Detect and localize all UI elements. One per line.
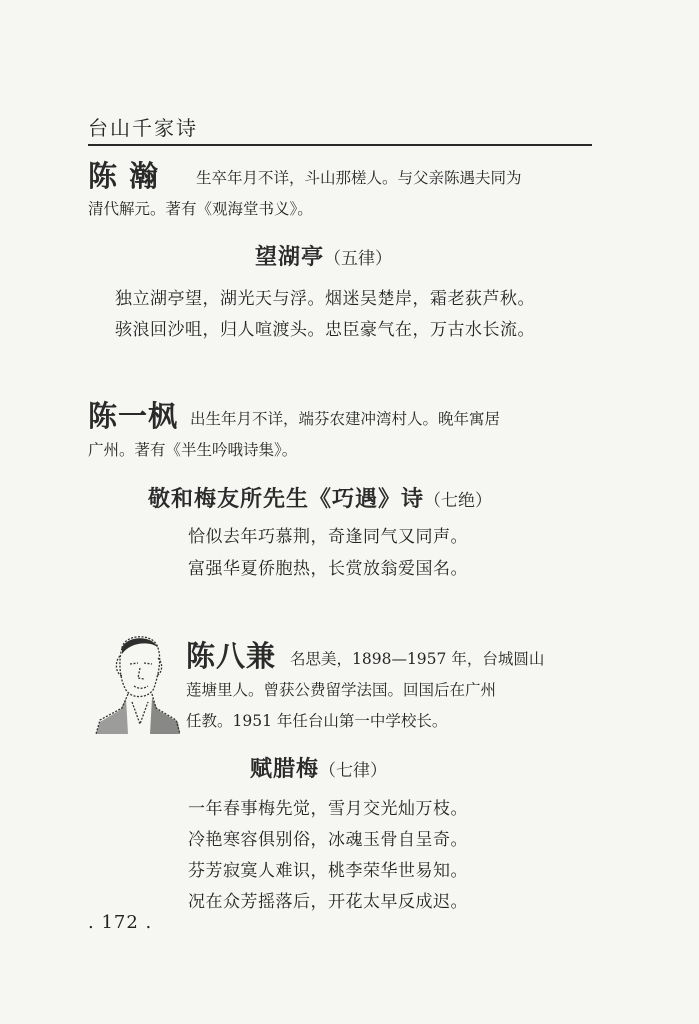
bio-line: 任教。1951 年任台山第一中学校长。 bbox=[186, 712, 448, 730]
bio-line: 生卒年月不详，斗山那槎人。与父亲陈遇夫同为 bbox=[196, 169, 522, 187]
running-head: 台山千家诗 bbox=[88, 116, 198, 140]
poem-line: 骇浪回沙咀，归人喧渡头。忠臣豪气在，万古水长流。 bbox=[115, 320, 535, 340]
bio-line: 名思美，1898—1957 年，台城圆山 bbox=[290, 650, 545, 668]
poem-line: 冷艳寒容俱别俗，冰魂玉骨自呈奇。 bbox=[188, 830, 468, 850]
bio-line: 莲塘里人。曾获公费留学法国。回国后在广州 bbox=[186, 681, 497, 699]
poet-name-chen-yifeng: 陈一枫 bbox=[88, 399, 179, 433]
poet-name-chen-han: 陈 瀚 bbox=[88, 159, 160, 193]
poem-title-fulamei bbox=[250, 752, 387, 783]
poem-form: （七绝） bbox=[424, 491, 493, 511]
page-number: . 172 . bbox=[88, 912, 153, 933]
poem-title-text: 赋腊梅 bbox=[250, 757, 320, 782]
poem-line: 富强华夏侨胞热，长赏放翁爱国名。 bbox=[188, 559, 468, 579]
poem-title-wanghuting bbox=[255, 240, 392, 271]
bio-line: 清代解元。著有《观海堂书义》。 bbox=[88, 200, 313, 218]
poem-line: 一年春事梅先觉，雪月交光灿万枝。 bbox=[188, 799, 468, 819]
poem-line: 芬芳寂寞人难识，桃李荣华世易知。 bbox=[188, 861, 468, 881]
poem-title-qiaoyu bbox=[148, 482, 492, 513]
poem-line: 恰似去年巧慕荆，奇逢同气又同声。 bbox=[188, 527, 468, 547]
bio-line: 广州。著有《半生吟哦诗集》。 bbox=[88, 441, 298, 459]
bio-line: 出生年月不详，端芬农建冲湾村人。晚年寓居 bbox=[190, 410, 501, 428]
header-rule bbox=[88, 144, 592, 146]
poem-form: （七律） bbox=[319, 761, 388, 781]
poem-form: （五律） bbox=[324, 249, 393, 269]
poet-name-chen-bajian: 陈八兼 bbox=[186, 639, 277, 673]
poem-title-text: 敬和梅友所先生《巧遇》诗 bbox=[148, 487, 425, 512]
poem-line: 独立湖亭望，湖光天与浮。烟迷吴楚岸，霜老荻芦秋。 bbox=[115, 289, 535, 309]
poem-title-text: 望湖亭 bbox=[255, 245, 325, 270]
portrait-illustration bbox=[92, 628, 182, 736]
poem-line: 况在众芳摇落后，开花太早反成迟。 bbox=[188, 892, 468, 912]
